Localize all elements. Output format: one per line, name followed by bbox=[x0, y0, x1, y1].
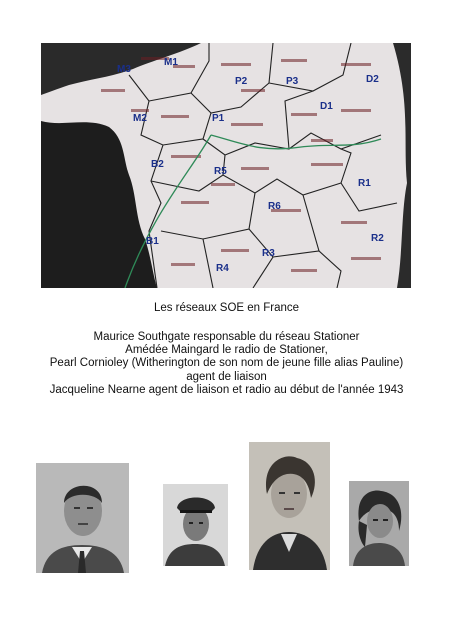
description bbox=[0, 331, 453, 397]
soe-networks-map bbox=[41, 43, 411, 288]
map-label-d2: D2 bbox=[366, 74, 379, 85]
photo-maurice-southgate bbox=[36, 463, 129, 573]
description-line: agent de liaison bbox=[186, 370, 267, 383]
photo-jacqueline-nearne bbox=[349, 481, 409, 566]
map-label-b2: B2 bbox=[151, 159, 164, 170]
map-label-p1: P1 bbox=[212, 113, 225, 124]
map-label-m2: M2 bbox=[133, 113, 147, 124]
map-label-p3: P3 bbox=[286, 76, 299, 87]
map-label-r5: R5 bbox=[214, 166, 227, 177]
photo-amedee-maingard bbox=[163, 484, 228, 566]
map-label-m1: M1 bbox=[164, 57, 178, 68]
map-label-b1: B1 bbox=[146, 236, 159, 247]
map-label-r3: R3 bbox=[262, 248, 275, 259]
map-caption: Les réseaux SOE en France bbox=[153, 302, 300, 314]
map-label-p2: P2 bbox=[235, 76, 248, 87]
map-label-m3: M3 bbox=[117, 64, 131, 75]
map-label-r2: R2 bbox=[371, 233, 384, 244]
map-label-d1: D1 bbox=[320, 101, 333, 112]
map-label-r6: R6 bbox=[268, 201, 281, 212]
description-line: Amédée Maingard le radio de Stationer, bbox=[125, 344, 328, 357]
description-line: Maurice Southgate responsable du réseau Stationer bbox=[93, 331, 360, 343]
photo-pearl-cornioley bbox=[249, 442, 330, 570]
map-label-r1: R1 bbox=[358, 178, 371, 189]
description-line: Pearl Cornioley (Witherington de son nom de jeune fille alias Pauline) bbox=[49, 357, 404, 370]
description-line: Jacqueline Nearne agent de liaison et radio au début de l'année 1943 bbox=[49, 383, 404, 396]
map-label-r4: R4 bbox=[216, 263, 229, 274]
